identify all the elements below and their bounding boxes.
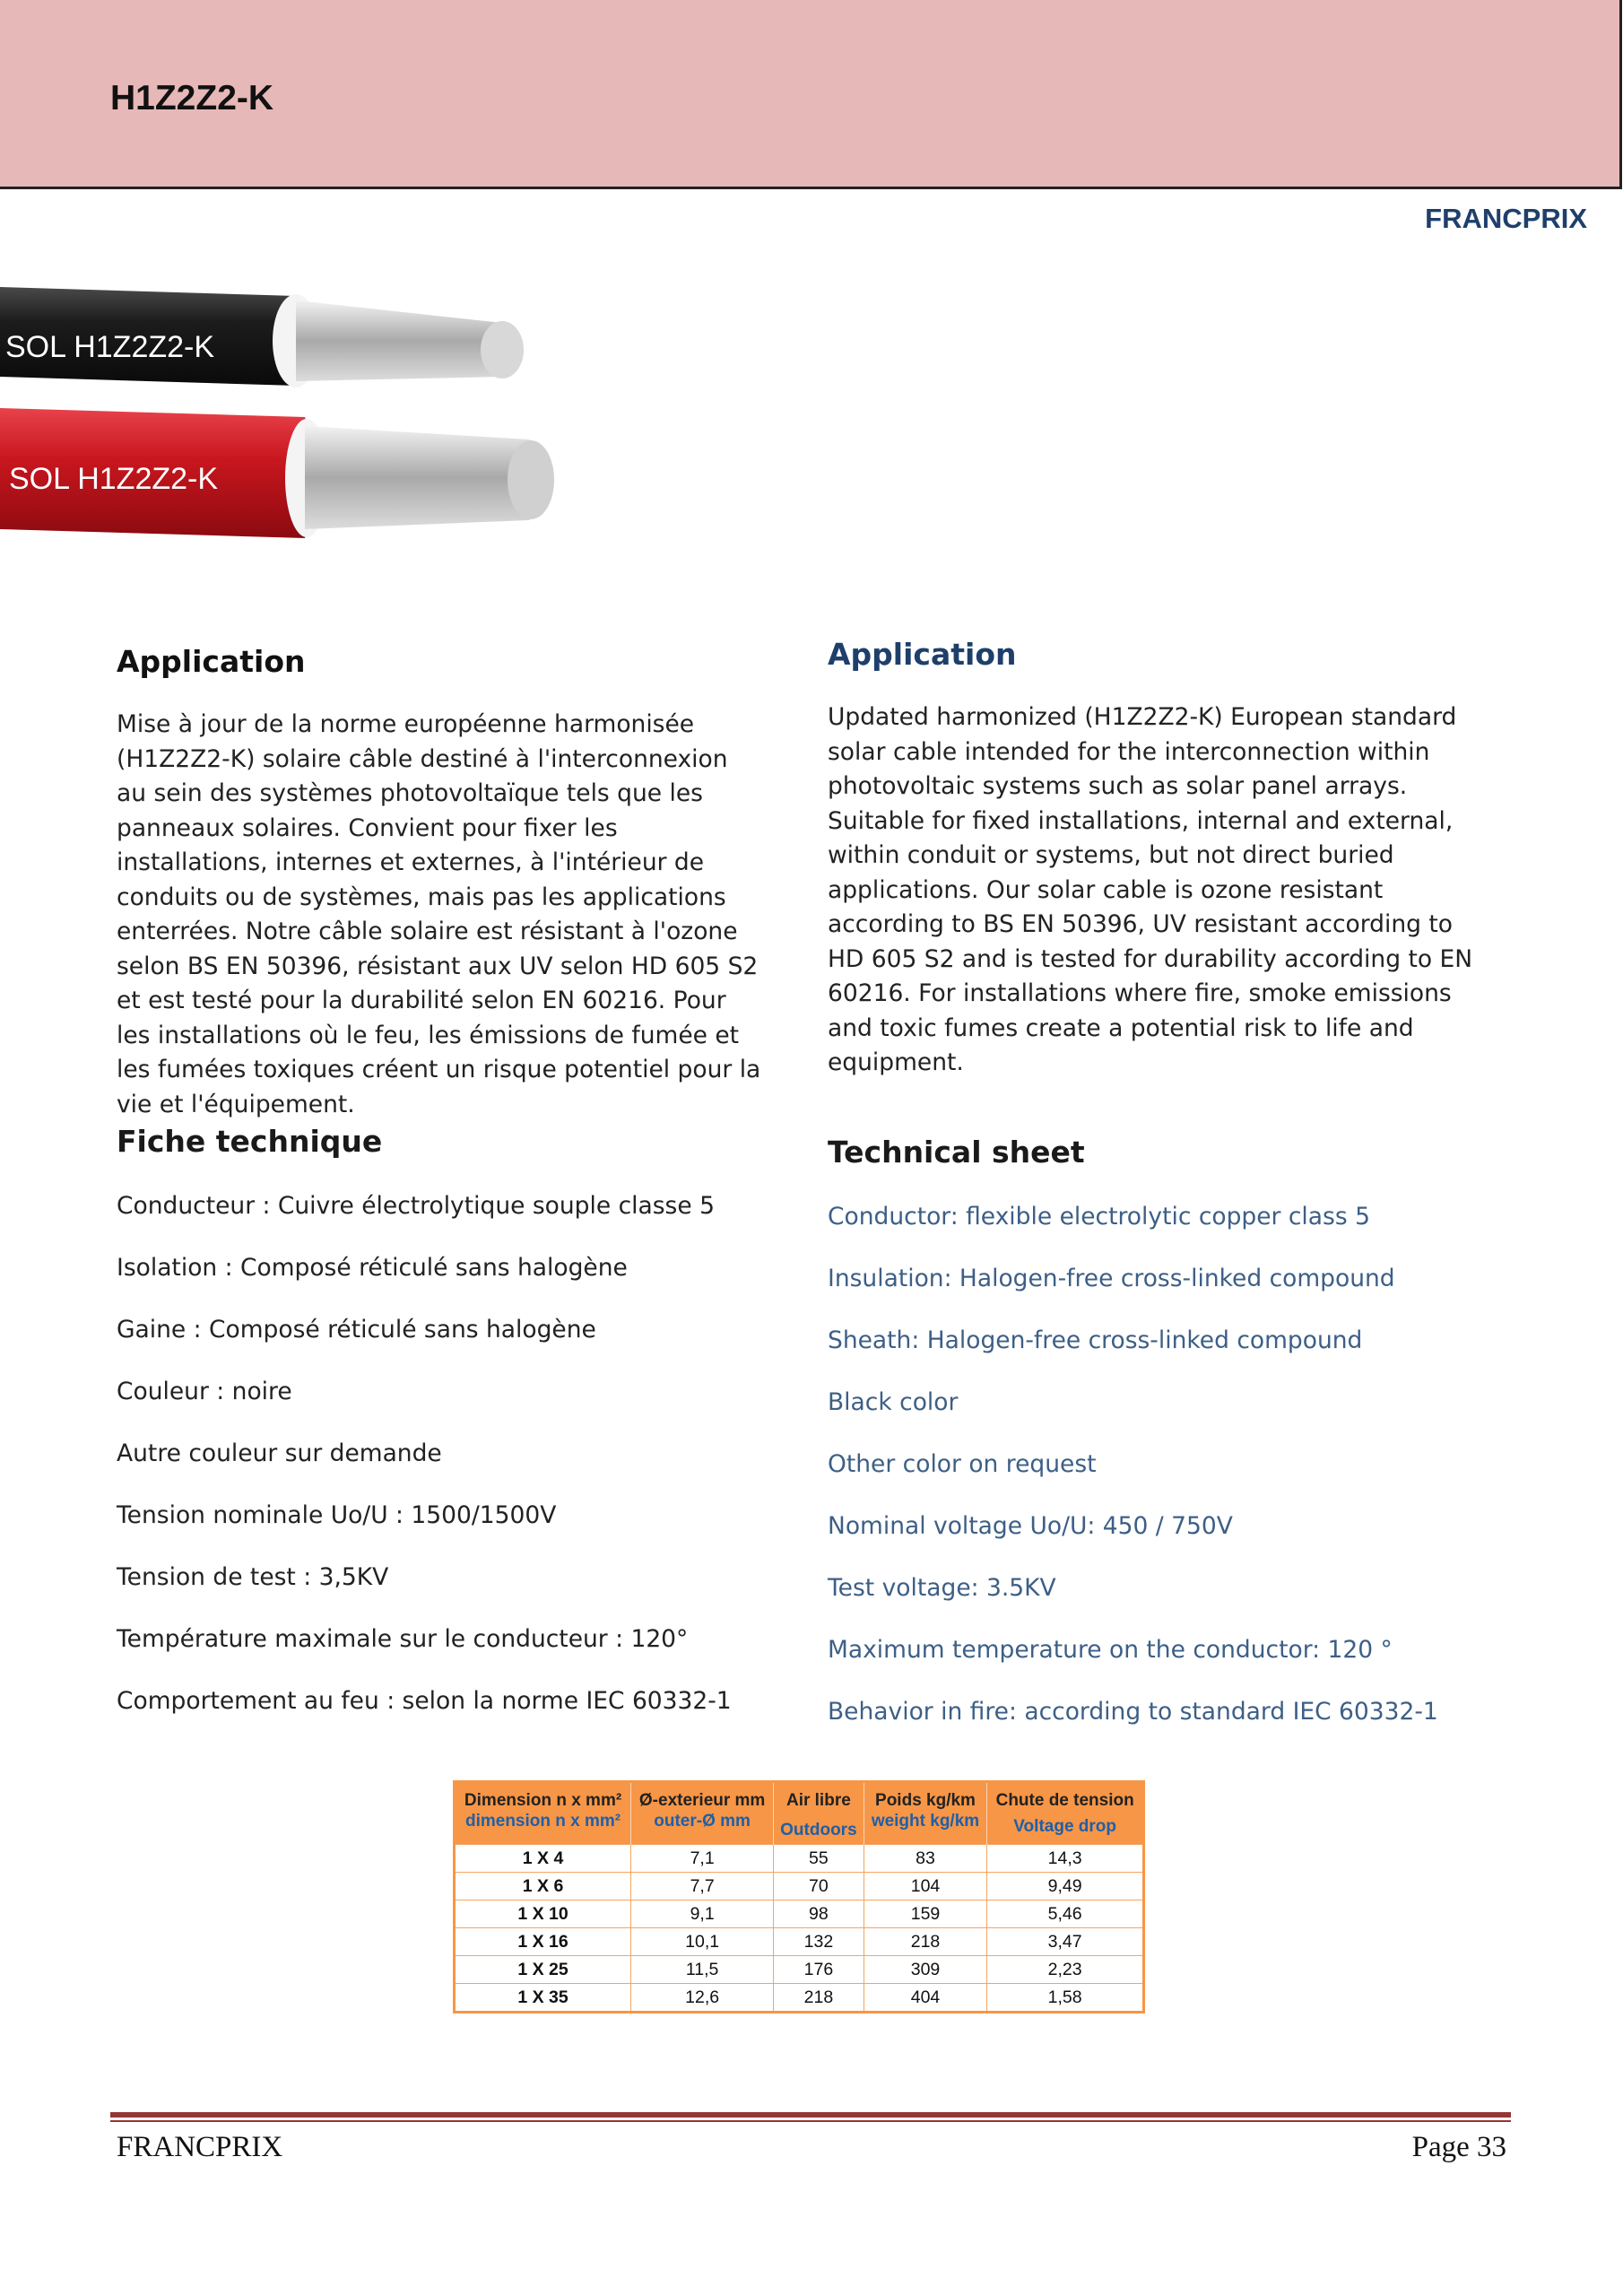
spec-item: Maximum temperature on the conductor: 120 ° xyxy=(828,1636,1393,1664)
cell: 98 xyxy=(774,1900,864,1928)
cell: 404 xyxy=(864,1984,987,2013)
cell: 132 xyxy=(774,1928,864,1956)
cell: 104 xyxy=(864,1873,987,1900)
cell: 10,1 xyxy=(631,1928,774,1956)
cell: 309 xyxy=(864,1956,987,1984)
table-row xyxy=(455,1956,1144,1984)
col-header-outer-diameter: Ø-exterieur mm outer-Ø mm xyxy=(631,1782,774,1845)
black-cable-label: SOL H1Z2Z2-K xyxy=(5,330,215,364)
cell: 70 xyxy=(774,1873,864,1900)
cell: 12,6 xyxy=(631,1984,774,2013)
application-heading-en: Application xyxy=(828,637,1017,672)
spec-item: Sheath: Halogen-free cross-linked compound xyxy=(828,1326,1363,1354)
cell: 3,47 xyxy=(987,1928,1144,1956)
cell: 218 xyxy=(774,1984,864,2013)
col-header-weight: Poids kg/km weight kg/km xyxy=(864,1782,987,1845)
tech-sheet-en xyxy=(828,1135,1509,1757)
page-title: H1Z2Z2-K xyxy=(110,79,274,117)
cell: 1 X 4 xyxy=(455,1845,631,1873)
spec-item: Gaine : Composé réticulé sans halogène xyxy=(117,1316,596,1344)
cell: 2,23 xyxy=(987,1956,1144,1984)
spec-item: Conducteur : Cuivre électrolytique souple classe 5 xyxy=(117,1192,715,1220)
application-en xyxy=(828,637,1473,1081)
red-cable xyxy=(0,408,554,538)
cell: 1,58 xyxy=(987,1984,1144,2013)
application-text-en: Updated harmonized (H1Z2Z2-K) European standard solar cable intended for the interconnection within photovoltaic systems such as solar panel arrays. Suitable for fixed installations, internal and external, within conduit or systems, but not direct buried applications. Our solar cable is ozone resistant according to BS EN 50396, UV resistant according to HD 605 S2 and is tested for durability according to EN 60216. For installations where fire, smoke emissions and toxic fumes create a potential risk to life and equipment. xyxy=(828,703,1473,1076)
table-row xyxy=(455,1900,1144,1928)
table-row xyxy=(455,1873,1144,1900)
application-fr xyxy=(117,644,762,1122)
cell: 11,5 xyxy=(631,1956,774,1984)
spec-item: Comportement au feu : selon la norme IEC 60332-1 xyxy=(117,1687,732,1715)
spec-item: Test voltage: 3.5KV xyxy=(828,1574,1056,1602)
cell: 14,3 xyxy=(987,1845,1144,1873)
cell: 9,1 xyxy=(631,1900,774,1928)
table-row xyxy=(455,1928,1144,1956)
footer-divider xyxy=(110,2112,1511,2118)
spec-item: Autre couleur sur demande xyxy=(117,1439,442,1467)
spec-item: Black color xyxy=(828,1388,959,1416)
cell: 55 xyxy=(774,1845,864,1873)
black-cable xyxy=(0,287,524,387)
spec-item: Conductor: flexible electrolytic copper class 5 xyxy=(828,1203,1370,1231)
cell: 1 X 35 xyxy=(455,1984,631,2013)
red-cable-label: SOL H1Z2Z2-K xyxy=(9,462,219,496)
spec-item: Couleur : noire xyxy=(117,1378,292,1405)
col-header-voltage-drop: Chute de tension Voltage drop xyxy=(987,1782,1144,1845)
cell: 218 xyxy=(864,1928,987,1956)
cell: 1 X 16 xyxy=(455,1928,631,1956)
cell: 9,49 xyxy=(987,1873,1144,1900)
col-header-dimension: Dimension n x mm² dimension n x mm² xyxy=(455,1782,631,1845)
tech-heading-fr: Fiche technique xyxy=(117,1124,383,1159)
cell: 5,46 xyxy=(987,1900,1144,1928)
footer-divider-thin xyxy=(110,2120,1511,2122)
cell: 1 X 10 xyxy=(455,1900,631,1928)
cell: 176 xyxy=(774,1956,864,1984)
cable-photo xyxy=(0,260,628,556)
spec-item: Tension de test : 3,5KV xyxy=(117,1563,389,1591)
cell: 159 xyxy=(864,1900,987,1928)
brand-name: FRANCPRIX xyxy=(1425,203,1587,234)
spec-item: Nominal voltage Uo/U: 450 / 750V xyxy=(828,1512,1233,1540)
application-text-fr: Mise à jour de la norme européenne harmonisée (H1Z2Z2-K) solaire câble destiné à l'interconnexion au sein des systèmes photovoltaïque tels que les panneaux solaires. Convient pour fixer les installations, internes et externes, à l'intérieur de conduits ou de systèmes, mais pas les applications enterrées. Notre câble solaire est résistant à l'ozone selon BS EN 50396, résistant aux UV selon HD 605 S2 et est testé pour la durabilité selon EN 60216. Pour les installations où le feu, les émissions de fumée et les fumées toxiques créent un risque potentiel pour la vie et l'équipement. xyxy=(117,710,761,1118)
cell: 1 X 25 xyxy=(455,1956,631,1984)
spec-item: Insulation: Halogen-free cross-linked compound xyxy=(828,1265,1395,1292)
table-header-row xyxy=(455,1782,1144,1845)
cell: 1 X 6 xyxy=(455,1873,631,1900)
tech-heading-en: Technical sheet xyxy=(828,1135,1085,1170)
spec-item: Isolation : Composé réticulé sans halogène xyxy=(117,1254,628,1282)
page-number: Page 33 xyxy=(1411,2131,1506,2163)
spec-item: Behavior in fire: according to standard IEC 60332-1 xyxy=(828,1698,1438,1726)
header-band xyxy=(0,0,1622,189)
cell: 83 xyxy=(864,1845,987,1873)
spec-item: Température maximale sur le conducteur : 120° xyxy=(117,1625,689,1653)
footer-brand: FRANCPRIX xyxy=(117,2131,283,2163)
application-heading-fr: Application xyxy=(117,644,306,679)
cell: 7,7 xyxy=(631,1873,774,1900)
table-row xyxy=(455,1984,1144,2013)
cell: 7,1 xyxy=(631,1845,774,1873)
tech-sheet-fr xyxy=(117,1124,780,1746)
spec-item: Other color on request xyxy=(828,1450,1097,1478)
cable-spec-table xyxy=(453,1780,1145,2013)
spec-item: Tension nominale Uo/U : 1500/1500V xyxy=(117,1501,557,1529)
table-row xyxy=(455,1845,1144,1873)
col-header-air: Air libre Outdoors xyxy=(774,1782,864,1845)
